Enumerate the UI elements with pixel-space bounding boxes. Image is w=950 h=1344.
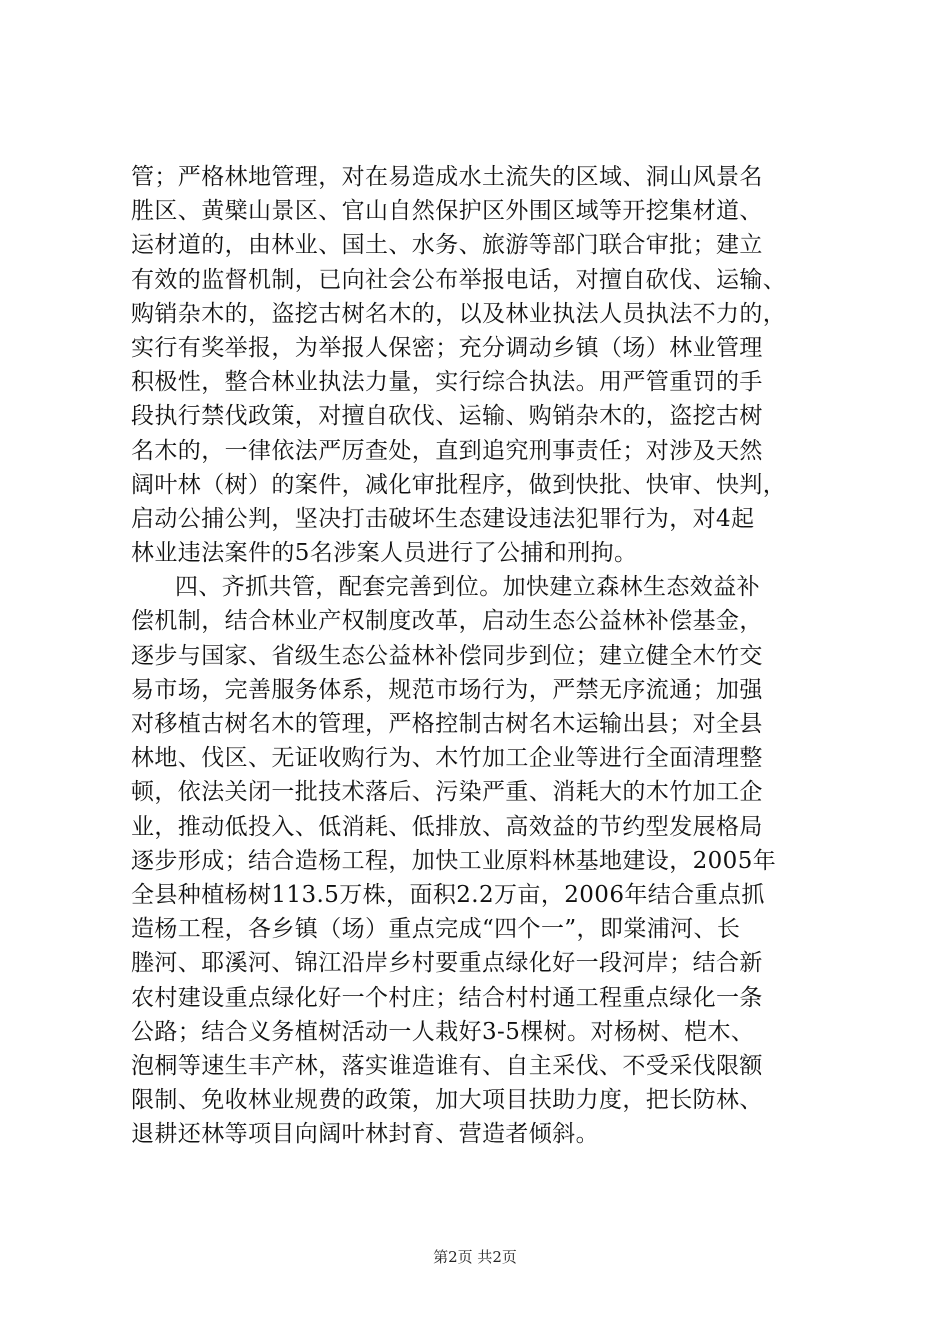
- text-line: 造杨工程，各乡镇（场）重点完成“四个一”，即棠浦河、长: [131, 916, 741, 943]
- text-line: 胜区、黄檗山景区、官山自然保护区外围区域等开挖集材道、: [131, 198, 763, 225]
- text-line: 实行有奖举报，为举报人保密；充分调动乡镇（场）林业管理: [131, 334, 763, 361]
- text-line: 阔叶林（树）的案件，减化审批程序，做到快批、快审、快判，: [131, 471, 787, 498]
- text-line: 业，推动低投入、低消耗、低排放、高效益的节约型发展格局: [131, 813, 763, 840]
- text-line: 积极性，整合林业执法力量，实行综合执法。用严管重罚的手: [131, 369, 763, 396]
- text-line: 逐步与国家、省级生态公益林补偿同步到位；建立健全木竹交: [131, 642, 763, 669]
- text-line: 对移植古树名木的管理，严格控制古树名木运输出县；对全县: [131, 711, 763, 737]
- text-line: 全县种植杨树113.5万株，面积2.2万亩，2006年结合重点抓: [131, 881, 765, 908]
- text-line: 启动公捕公判，坚决打击破坏生态建设违法犯罪行为，对4起: [131, 505, 755, 532]
- text-line: 退耕还林等项目向阔叶林封育、营造者倾斜。: [131, 1121, 599, 1148]
- text-line: 塍河、耶溪河、锦江沿岸乡村要重点绿化好一段河岸；结合新: [131, 950, 763, 977]
- text-line: 有效的监督机制，已向社会公布举报电话，对擅自砍伐、运输、: [131, 266, 787, 293]
- text-line: 泡桐等速生丰产林，落实谁造谁有、自主采伐、不受采伐限额: [131, 1052, 763, 1079]
- paragraph-start-line: 四、齐抓共管，配套完善到位。加快建立森林生态效益补: [175, 574, 760, 601]
- text-line: 顿，依法关闭一批技术落后、污染严重、消耗大的木竹加工企: [131, 779, 763, 806]
- text-line: 限制、免收林业规费的政策，加大项目扶助力度，把长防林、: [131, 1087, 763, 1114]
- text-line: 易市场，完善服务体系，规范市场行为，严禁无序流通；加强: [131, 676, 763, 703]
- text-line: 购销杂木的，盗挖古树名木的，以及林业执法人员执法不力的，: [131, 300, 787, 327]
- text-line: 公路；结合义务植树活动一人栽好3-5棵树。对杨树、桤木、: [131, 1018, 755, 1045]
- document-body: [131, 160, 833, 1151]
- text-line: 林业违法案件的5名涉案人员进行了公捕和刑拘。: [131, 540, 638, 567]
- text-line: 林地、伐区、无证收购行为、木竹加工企业等进行全面清理整: [131, 745, 763, 772]
- text-line: 运材道的，由林业、国土、水务、旅游等部门联合审批；建立: [131, 232, 763, 259]
- text-line: 名木的，一律依法严厉查处，直到追究刑事责任；对涉及天然: [131, 437, 763, 464]
- text-line: 段执行禁伐政策，对擅自砍伐、运输、购销杂木的，盗挖古树: [131, 403, 763, 430]
- text-line: 管；严格林地管理，对在易造成水土流失的区域、洞山风景名: [131, 164, 763, 190]
- page-number-footer: 第2页 共2页: [433, 1248, 517, 1266]
- text-line: 逐步形成；结合造杨工程，加快工业原料林基地建设，2005年: [131, 847, 777, 874]
- text-line: 偿机制，结合林业产权制度改革，启动生态公益林补偿基金，: [131, 608, 763, 635]
- text-line: 农村建设重点绿化好一个村庄；结合村村通工程重点绿化一条: [131, 984, 763, 1011]
